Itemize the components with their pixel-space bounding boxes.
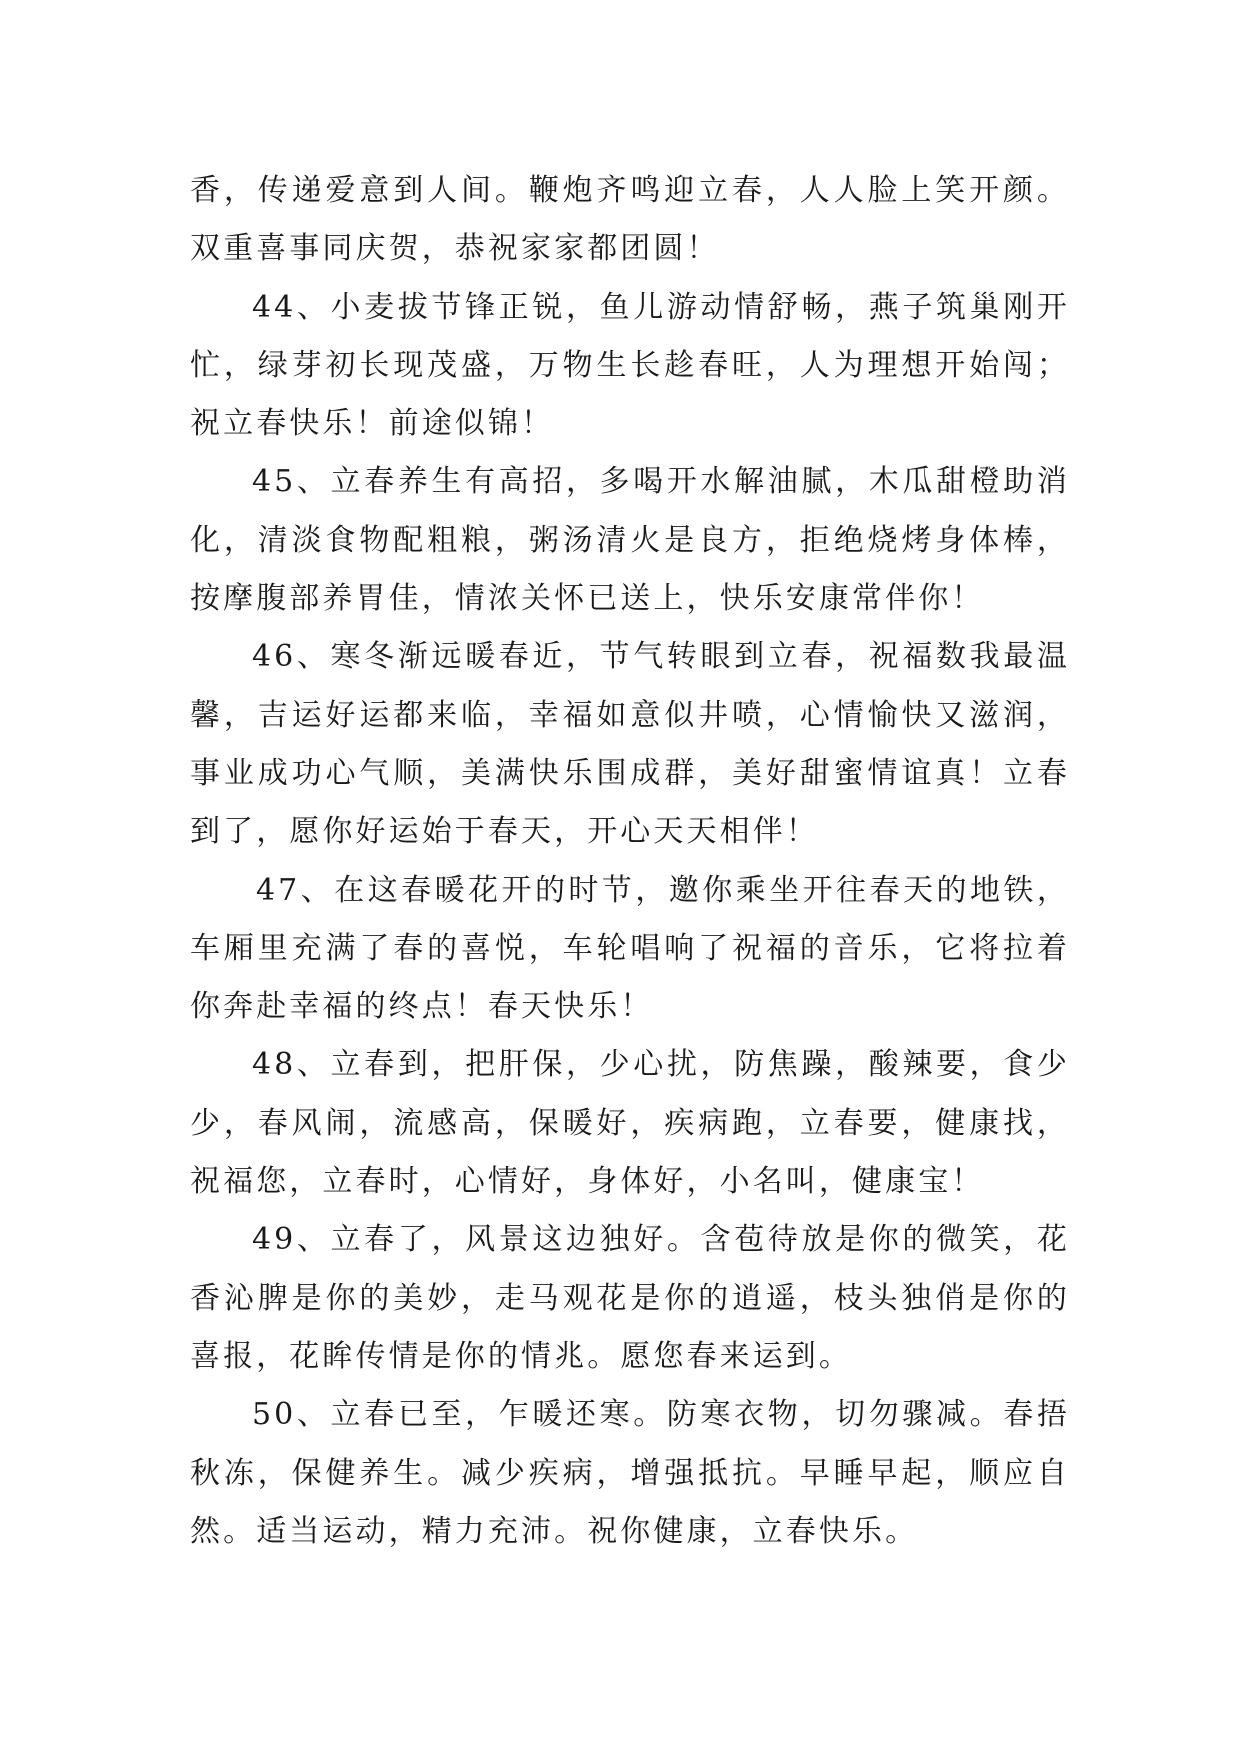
paragraph-46: 46、寒冬渐远暖春近，节气转眼到立春，祝福数我最温馨，吉运好运都来临，幸福如意似井喷，心情愉快又滋润，事业成功心气顺，美满快乐围成群，美好甜蜜情谊真！立春到了，愿你好运始于春天，开心天天相伴！ bbox=[190, 639, 1070, 850]
paragraph-47: 47、在这春暖花开的时节，邀你乘坐开往春天的地铁，车厢里充满了春的喜悦，车轮唱响了祝福的音乐，它将拉着你奔赴幸福的终点！春天快乐！ bbox=[190, 872, 1070, 1025]
paragraph-49: 49、立春了，风景这边独好。含苞待放是你的微笑，花香沁脾是你的美妙，走马观花是你的逍遥，枝头独俏是你的喜报，花眸传情是你的情兆。愿您春来运到。 bbox=[190, 1222, 1070, 1374]
paragraph-48: 48、立春到，把肝保，少心扰，防焦躁，酸辣要，食少少，春风闹，流感高，保暖好，疾病跑，立春要，健康找，祝福您，立春时，心情好，身体好，小名叫，健康宝！ bbox=[190, 1047, 1070, 1200]
paragraph-continuation: 香，传递爱意到人间。鞭炮齐鸣迎立春，人人脸上笑开颜。双重喜事同庆贺，恭祝家家都团圆！ bbox=[190, 173, 1070, 267]
paragraph-50: 50、立春已至，乍暖还寒。防寒衣物，切勿骤减。春捂秋冻，保健养生。减少疾病，增强抵抗。早睡早起，顺应自然。适当运动，精力充沛。祝你健康，立春快乐。 bbox=[190, 1397, 1070, 1549]
paragraph-45: 45、立春养生有高招，多喝开水解油腻，木瓜甜橙助消化，清淡食物配粗粮，粥汤清火是良方，拒绝烧烤身体棒，按摩腹部养胃佳，情浓关怀已送上，快乐安康常伴你！ bbox=[190, 464, 1070, 617]
paragraph-44: 44、小麦拔节锋正锐，鱼儿游动情舒畅，燕子筑巢刚开忙，绿芽初长现茂盛，万物生长趁春旺，人为理想开始闯；祝立春快乐！前途似锦！ bbox=[190, 289, 1070, 442]
document-body bbox=[190, 162, 1070, 1561]
